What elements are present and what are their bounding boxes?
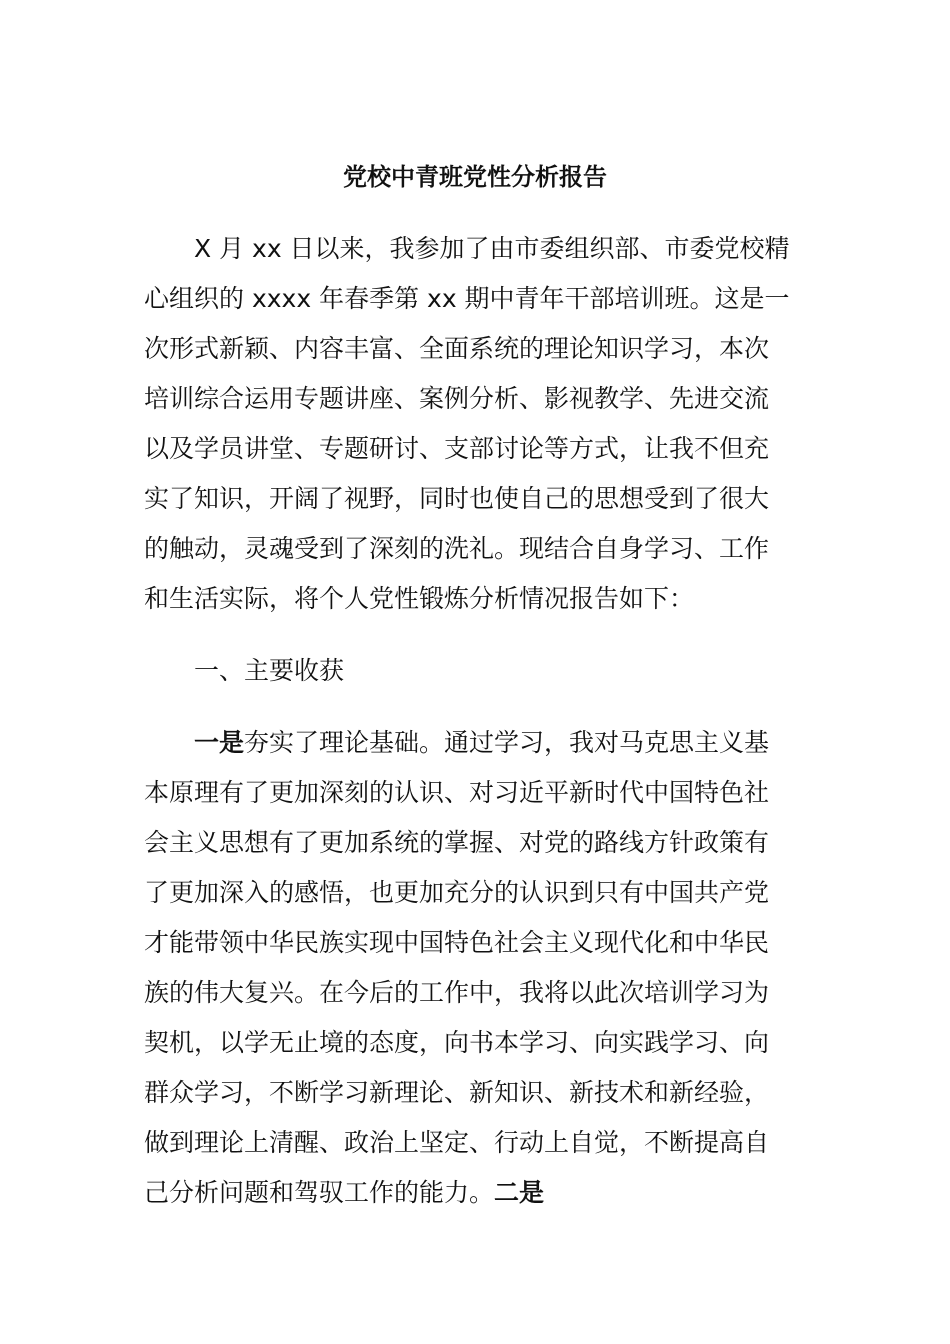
intro-line: 以及学员讲堂、专题研讨、支部讨论等方式，让我不但充 xyxy=(144,434,770,463)
point1-line: 本原理有了更加深刻的认识、对习近平新时代中国特色社 xyxy=(144,778,770,807)
point1-line: 会主义思想有了更加系统的掌握、对党的路线方针政策有 xyxy=(144,828,770,857)
point1-line: 群众学习，不断学习新理论、新知识、新技术和新经验， xyxy=(144,1078,770,1107)
point1-last-line-text: 己分析问题和驾驭工作的能力。 xyxy=(144,1178,495,1207)
point1-line: 契机，以学无止境的态度，向书本学习、向实践学习、向 xyxy=(144,1028,770,1057)
document-title: 党校中青班党性分析报告 xyxy=(343,163,607,191)
section-heading: 一、主要收获 xyxy=(194,656,345,685)
point1-line: 族的伟大复兴。在今后的工作中，我将以此次培训学习为 xyxy=(144,978,770,1007)
point2-lead: 二是 xyxy=(494,1178,545,1207)
point1-last-line xyxy=(144,1176,816,1210)
intro-line: 培训综合运用专题讲座、案例分析、影视教学、先进交流 xyxy=(144,384,770,413)
point1-lead: 一是 xyxy=(194,728,245,757)
intro-line: X 月 xx 日以来，我参加了由市委组织部、市委党校精 xyxy=(194,234,790,263)
intro-line: 的触动，灵魂受到了深刻的洗礼。现结合自身学习、工作 xyxy=(144,534,770,563)
intro-line: 心组织的 xxxx 年春季第 xx 期中青年干部培训班。这是一 xyxy=(144,284,790,313)
point1-line: 才能带领中华民族实现中国特色社会主义现代化和中华民 xyxy=(144,928,770,957)
intro-line: 和生活实际，将个人党性锻炼分析情况报告如下： xyxy=(144,584,695,613)
intro-line: 次形式新颖、内容丰富、全面系统的理论知识学习，本次 xyxy=(144,334,770,363)
point1-first-line-text: 夯实了理论基础。通过学习，我对马克思主义基 xyxy=(244,728,770,757)
point1-line: 了更加深入的感悟，也更加充分的认识到只有中国共产党 xyxy=(144,878,770,907)
point1-first-line xyxy=(194,726,866,760)
point1-line: 做到理论上清醒、政治上坚定、行动上自觉，不断提高自 xyxy=(144,1128,770,1157)
intro-line: 实了知识，开阔了视野，同时也使自己的思想受到了很大 xyxy=(144,484,770,513)
